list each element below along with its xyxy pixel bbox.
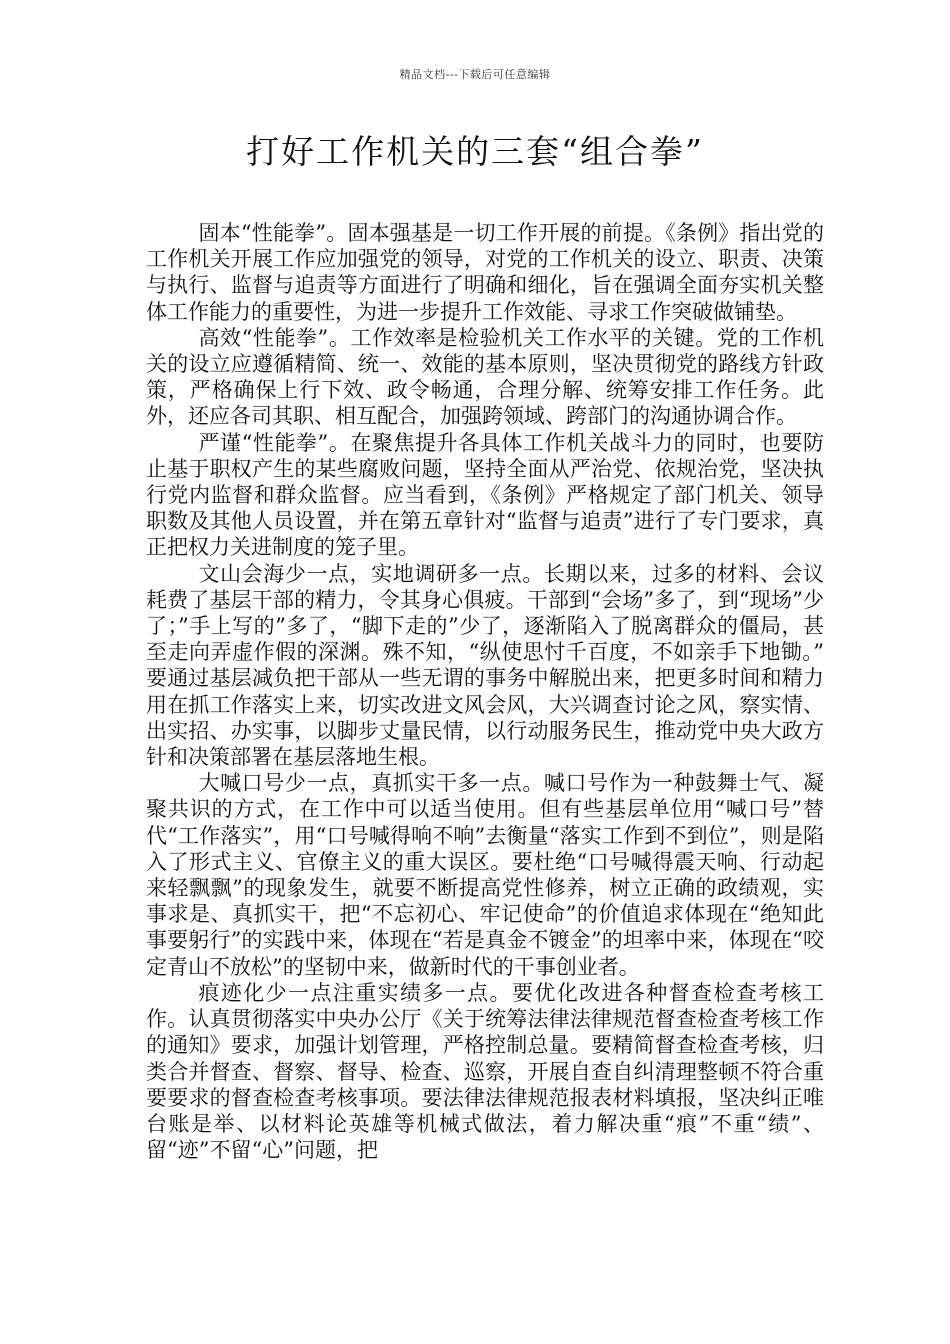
document-body [146,220,824,1163]
page-header: 精品文档---下载后可任意编辑 [399,68,551,81]
paragraph: 高效“性能拳”。工作效率是检验机关工作水平的关键。党的工作机关的设立应遵循精简、统一、效能的基本原则，坚决贯彻党的路线方针政策，严格确保上行下效、政令畅通，合理分解、统筹安排工作任务。此外，还应各司其职、相互配合，加强跨领域、跨部门的沟通协调合作。 [146,325,824,429]
paragraph: 痕迹化少一点注重实绩多一点。要优化改进各种督查检查考核工作。认真贯彻落实中央办公厅《关于统筹法律法律规范督查检查考核工作的通知》要求，加强计划管理，严格控制总量。要精简督查检查考核，归类合并督查、督察、督导、检查、巡察，开展自查自纠清理整顿不符合重要要求的督查检查考核事项。要法律法律规范报表材料填报，坚决纠正唯台账是举、以材料论英雄等机械式做法，着力解决重“痕”不重“绩”、留“迹”不留“心”问题，把 [146,980,824,1163]
paragraph: 大喊口号少一点，真抓实干多一点。喊口号作为一种鼓舞士气、凝聚共识的方式，在工作中可以适当使用。但有些基层单位用“喊口号”替代“工作落实”，用“口号喊得响不响”去衡量“落实工作到不到位”，则是陷入了形式主义、官僚主义的重大误区。要杜绝“口号喊得震天响、行动起来轻飘飘”的现象发生，就要不断提高党性修养，树立正确的政绩观，实事求是、真抓实干，把“不忘初心、牢记使命”的价值追求体现在“绝知此事要躬行”的实践中来，体现在“若是真金不镀金”的坦率中来，体现在“咬定青山不放松”的坚韧中来，做新时代的干事创业者。 [146,771,824,979]
paragraph: 严谨“性能拳”。在聚焦提升各具体工作机关战斗力的同时，也要防止基于职权产生的某些腐败问题，坚持全面从严治党、依规治党，坚决执行党内监督和群众监督。应当看到，《条例》严格规定了部门机关、领导职数及其他人员设置，并在第五章针对“监督与追责”进行了专门要求，真正把权力关进制度的笼子里。 [146,430,824,560]
document-title: 打好工作机关的三套“组合拳” [246,132,704,171]
paragraph: 固本“性能拳”。固本强基是一切工作开展的前提。《条例》指出党的工作机关开展工作应加强党的领导，对党的工作机关的设立、职责、决策与执行、监督与追责等方面进行了明确和细化，旨在强调全面夯实机关整体工作能力的重要性，为进一步提升工作效能、寻求工作突破做铺垫。 [146,221,824,324]
paragraph: 文山会海少一点，实地调研多一点。长期以来，过多的材料、会议耗费了基层干部的精力，令其身心俱疲。干部到“会场”多了，到“现场”少了；”手上写的”多了，“脚下走的”少了，逐渐陷入了脱离群众的僵局，甚至走向弄虚作假的深渊。殊不知，“纵使思忖千百度，不如亲手下地锄。” 要通过基层减负把干部从一些无谓的事务中解脱出来，把更多时间和精力用在抓工作落实上来，切实改进文风会风，大兴调查讨论之风，察实情、出实招、办实事，以脚步丈量民情，以行动服务民生，推动党中央大政方针和决策部署在基层落地生根。 [146,561,824,770]
